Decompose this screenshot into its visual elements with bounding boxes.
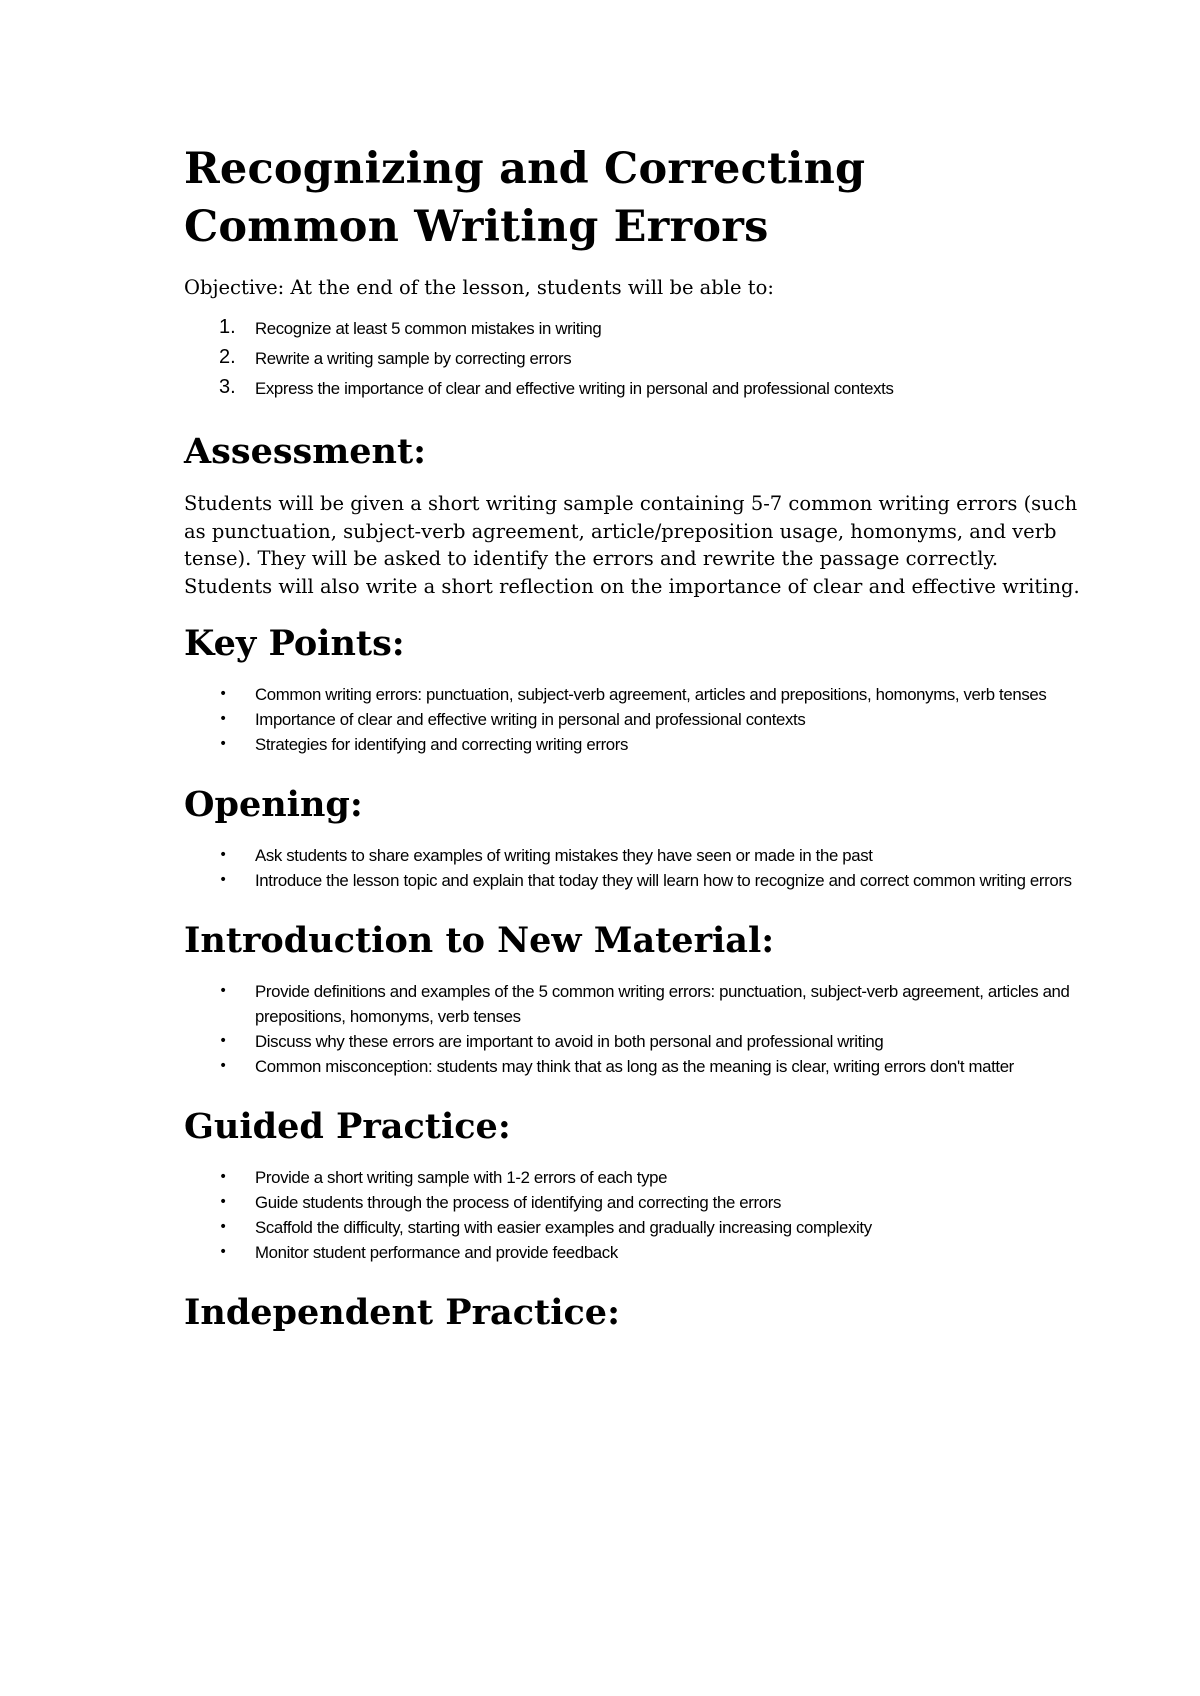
bullet-icon: • xyxy=(219,736,228,752)
list-item xyxy=(184,314,1084,344)
list-item xyxy=(184,868,1084,893)
bullet-icon: • xyxy=(219,1244,228,1260)
list-item-text: Monitor student performance and provide feedback xyxy=(255,1243,618,1262)
bullet-icon: • xyxy=(219,1058,228,1074)
list-item xyxy=(184,682,1084,707)
list-item-text: Ask students to share examples of writing mistakes they have seen or made in the past xyxy=(255,846,873,865)
list-item-text: Common writing errors: punctuation, subject-verb agreement, articles and prepositions, homonyms, verb tenses xyxy=(255,685,1047,704)
list-item xyxy=(184,1215,1084,1240)
new-material-list xyxy=(184,979,1084,1079)
list-item-text: Discuss why these errors are important to avoid in both personal and professional writing xyxy=(255,1032,884,1051)
guided-practice-list xyxy=(184,1165,1084,1265)
list-item xyxy=(184,732,1084,757)
key-points-list xyxy=(184,682,1084,757)
section-heading-independent-practice: Independent Practice: xyxy=(184,1292,620,1333)
list-item xyxy=(184,707,1084,732)
list-item-text: Introduce the lesson topic and explain that today they will learn how to recognize and correct common writing errors xyxy=(255,871,1072,890)
section-heading-assessment: Assessment: xyxy=(184,431,427,472)
section-heading-key-points: Key Points: xyxy=(184,623,405,664)
section-heading-new-material: Introduction to New Material: xyxy=(184,920,775,961)
list-item-text: Common misconception: students may think that as long as the meaning is clear, writing errors don't matter xyxy=(255,1057,1014,1076)
list-number: 1. xyxy=(219,316,236,338)
list-number: 2. xyxy=(219,346,236,368)
bullet-icon: • xyxy=(219,686,228,702)
objectives-list xyxy=(184,314,1084,404)
list-item-text: Importance of clear and effective writing in personal and professional contexts xyxy=(255,710,806,729)
list-item-text: Provide definitions and examples of the 5 common writing errors: punctuation, subject-verb agreement, articles and prepositions, homonyms, verb tenses xyxy=(255,982,1070,1026)
list-item xyxy=(184,1190,1084,1215)
list-item xyxy=(184,1054,1084,1079)
list-item-text: Guide students through the process of identifying and correcting the errors xyxy=(255,1193,781,1212)
bullet-icon: • xyxy=(219,872,228,888)
list-item-text: Express the importance of clear and effective writing in personal and professional contexts xyxy=(255,379,894,398)
bullet-icon: • xyxy=(219,1033,228,1049)
list-number: 3. xyxy=(219,376,236,398)
document-page xyxy=(184,140,1084,1351)
list-item xyxy=(184,843,1084,868)
list-item xyxy=(184,344,1084,374)
assessment-paragraph: Students will be given a short writing sample containing 5-7 common writing errors (such as punctuation, subject-verb agreement, article/preposition usage, homonyms, and verb tense). They will be asked to identify the errors and rewrite the passage correctly. Students will also write a short reflection on the importance of clear and effective writing. xyxy=(184,492,1080,598)
bullet-icon: • xyxy=(219,1194,228,1210)
bullet-icon: • xyxy=(219,711,228,727)
section-heading-guided-practice: Guided Practice: xyxy=(184,1106,511,1147)
bullet-icon: • xyxy=(219,983,228,999)
bullet-icon: • xyxy=(219,1169,228,1185)
list-item-text: Recognize at least 5 common mistakes in writing xyxy=(255,319,602,338)
list-item xyxy=(184,1240,1084,1265)
list-item-text: Strategies for identifying and correcting writing errors xyxy=(255,735,629,754)
bullet-icon: • xyxy=(219,1219,228,1235)
list-item-text: Scaffold the difficulty, starting with easier examples and gradually increasing complexity xyxy=(255,1218,872,1237)
list-item xyxy=(184,1029,1084,1054)
list-item xyxy=(184,1165,1084,1190)
document-title: Recognizing and Correcting Common Writing Errors xyxy=(184,144,866,252)
opening-list xyxy=(184,843,1084,893)
list-item-text: Rewrite a writing sample by correcting errors xyxy=(255,349,572,368)
list-item-text: Provide a short writing sample with 1-2 errors of each type xyxy=(255,1168,668,1187)
objective-text: Objective: At the end of the lesson, students will be able to: xyxy=(184,276,774,299)
list-item xyxy=(184,979,1084,1029)
bullet-icon: • xyxy=(219,847,228,863)
section-heading-opening: Opening: xyxy=(184,784,363,825)
list-item xyxy=(184,374,1084,404)
